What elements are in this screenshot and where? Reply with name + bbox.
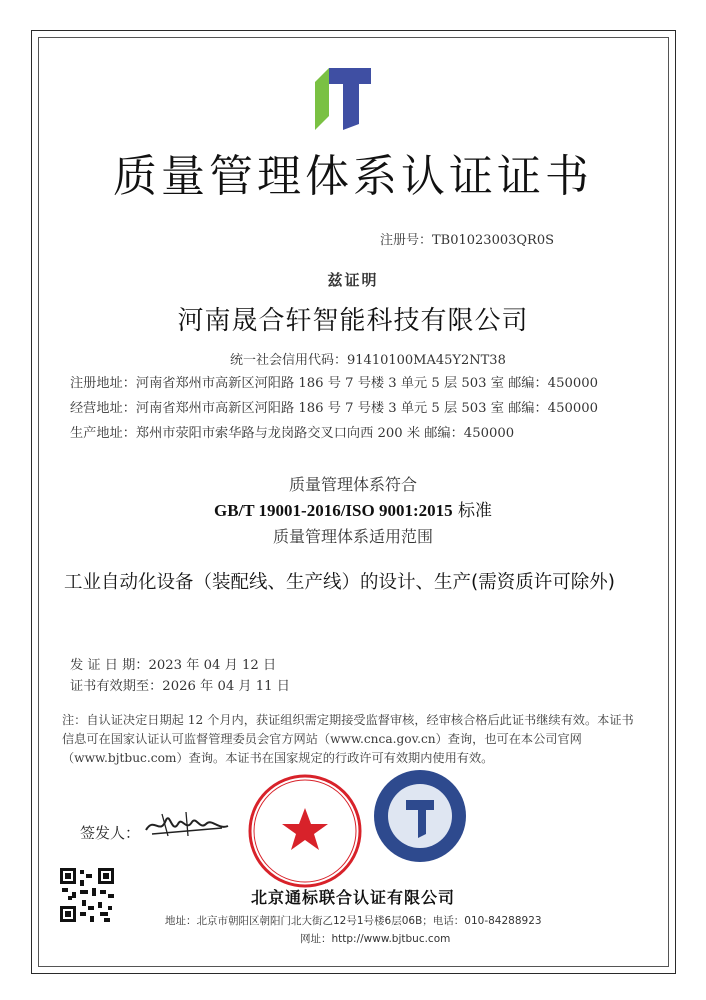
conformity-line: 质量管理体系符合 <box>288 475 417 494</box>
business-address: 经营地址：河南省郑州市高新区河阳路 186 号 7 号楼 3 单元 5 层 503 室 邮编：450000 <box>70 401 599 416</box>
standard-suffix: 标准 <box>452 501 493 521</box>
scope-heading: 质量管理体系适用范围 <box>272 527 433 546</box>
scope-text: 工业自动化设备（装配线、生产线）的设计、生产(需资质许可除外) <box>64 572 615 593</box>
tbuc-logo-icon <box>313 64 373 130</box>
issuer-address: 地址：北京市朝阳区朝阳门北大街乙12号1号楼6层06B；电话：010-84288923 <box>165 915 542 927</box>
company-name: 河南晟合轩智能科技有限公司 <box>177 306 529 336</box>
credit-code: 统一社会信用代码：91410100MA45Y2NT38 <box>230 353 506 368</box>
note-line-2: 信息可在国家认证认可监督管理委员会官方网站（www.cnca.gov.cn）查询，也可在本公司官网 <box>62 732 582 746</box>
note-line-3: （www.bjtbuc.com）查询。本证书在国家规定的行政许可有效期内使用有效。 <box>62 751 494 765</box>
certify-heading: 兹证明 <box>327 271 379 289</box>
tbuc-accreditation-badge <box>372 768 468 864</box>
handwritten-signature <box>142 806 232 842</box>
issue-date: 发 证 日 期：2023 年 04 月 12 日 <box>70 658 277 673</box>
registered-address: 注册地址：河南省郑州市高新区河阳路 186 号 7 号楼 3 单元 5 层 503 室 邮编：450000 <box>70 376 599 391</box>
standard-code: GB/T 19001-2016/ISO 9001:2015 <box>213 501 453 520</box>
expiry-date: 证书有效期至：2026 年 04 月 11 日 <box>70 679 290 694</box>
standard-line <box>0 496 706 521</box>
issuer-website: 网址：http://www.bjtbuc.com <box>300 933 451 945</box>
registration-number: 注册号：TB01023003QR0S <box>380 233 555 248</box>
issuer-name: 北京通标联合认证有限公司 <box>250 888 455 907</box>
official-red-seal <box>246 772 364 890</box>
signer-label: 签发人： <box>80 824 141 842</box>
note-line-1: 注：自认证决定日期起 12 个月内，获证组织需定期接受监督审核，经审核合格后此证书继续有效。本证书 <box>62 713 634 727</box>
certificate-title: 质量管理体系认证证书 <box>113 151 593 202</box>
production-address: 生产地址：郑州市荥阳市索华路与龙岗路交叉口向西 200 米 邮编：450000 <box>70 426 515 441</box>
